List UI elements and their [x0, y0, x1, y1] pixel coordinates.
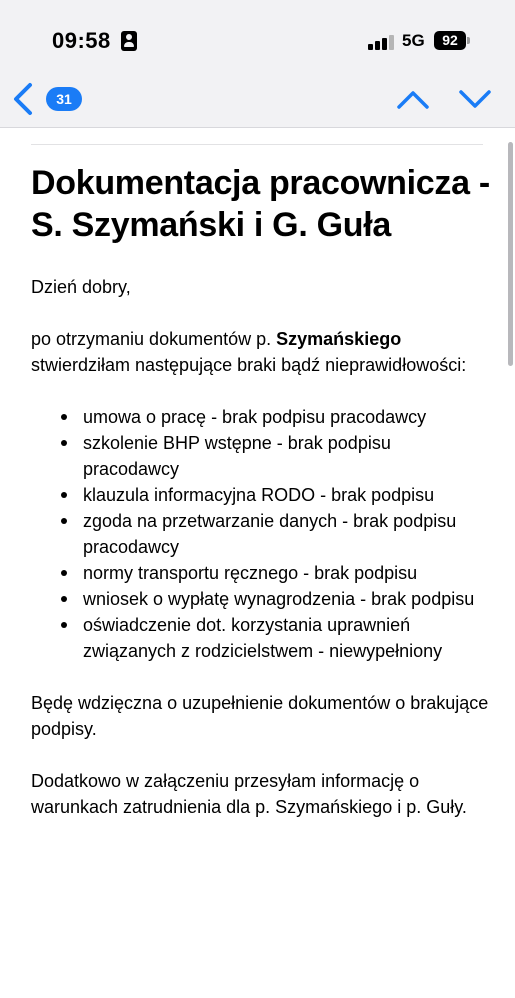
status-bar [0, 0, 515, 70]
list-item: normy transportu ręcznego - brak podpisu [31, 560, 491, 586]
scrollbar[interactable] [508, 142, 513, 366]
request-paragraph: Będę wdzięczna o uzupełnienie dokumentów o brakujące podpisy. [31, 693, 489, 739]
defects-list [31, 404, 491, 664]
list-item: klauzula informacyjna RODO - brak podpisu [31, 482, 491, 508]
email-body [31, 274, 491, 820]
greeting: Dzień dobry, [31, 277, 131, 297]
intro-text: po otrzymaniu dokumentów p. [31, 329, 277, 349]
previous-message-button[interactable] [394, 83, 432, 115]
back-button[interactable] [8, 78, 88, 120]
chevron-down-icon [456, 83, 494, 115]
battery-cap [467, 37, 470, 44]
email-content [31, 162, 491, 846]
nav-bar [0, 70, 515, 128]
signal-strength-icon [368, 33, 394, 50]
list-item: umowa o pracę - brak podpisu pracodawcy [31, 404, 491, 430]
intro-paragraph [31, 326, 491, 378]
network-type: 5G [402, 31, 425, 50]
intro-text-end: stwierdziłam następujące braki bądź nieprawidłowości: [31, 355, 467, 375]
status-time: 09:58 [52, 28, 111, 53]
person-icon [121, 31, 137, 51]
list-item: oświadczenie dot. korzystania uprawnień związanych z rodzicielstwem - niewypełniony [31, 612, 491, 664]
chevron-up-icon [394, 83, 432, 115]
next-message-button[interactable] [456, 83, 494, 115]
list-item: zgoda na przetwarzanie danych - brak podpisu pracodawcy [31, 508, 491, 560]
unread-count-badge: 31 [46, 87, 82, 111]
header-divider [31, 144, 483, 145]
email-subject: Dokumentacja pracownicza - S. Szymański i G. Guła [31, 164, 490, 244]
chevron-left-icon [10, 82, 36, 116]
battery-icon: 92 [434, 31, 466, 50]
list-item: szkolenie BHP wstępne - brak podpisu pracodawcy [31, 430, 491, 482]
intro-name: Szymańskiego [276, 329, 402, 349]
additional-paragraph: Dodatkowo w załączeniu przesyłam informację o warunkach zatrudnienia dla p. Szymańskiego i p. Guły. [31, 771, 467, 817]
list-item: wniosek o wypłatę wynagrodzenia - brak podpisu [31, 586, 491, 612]
